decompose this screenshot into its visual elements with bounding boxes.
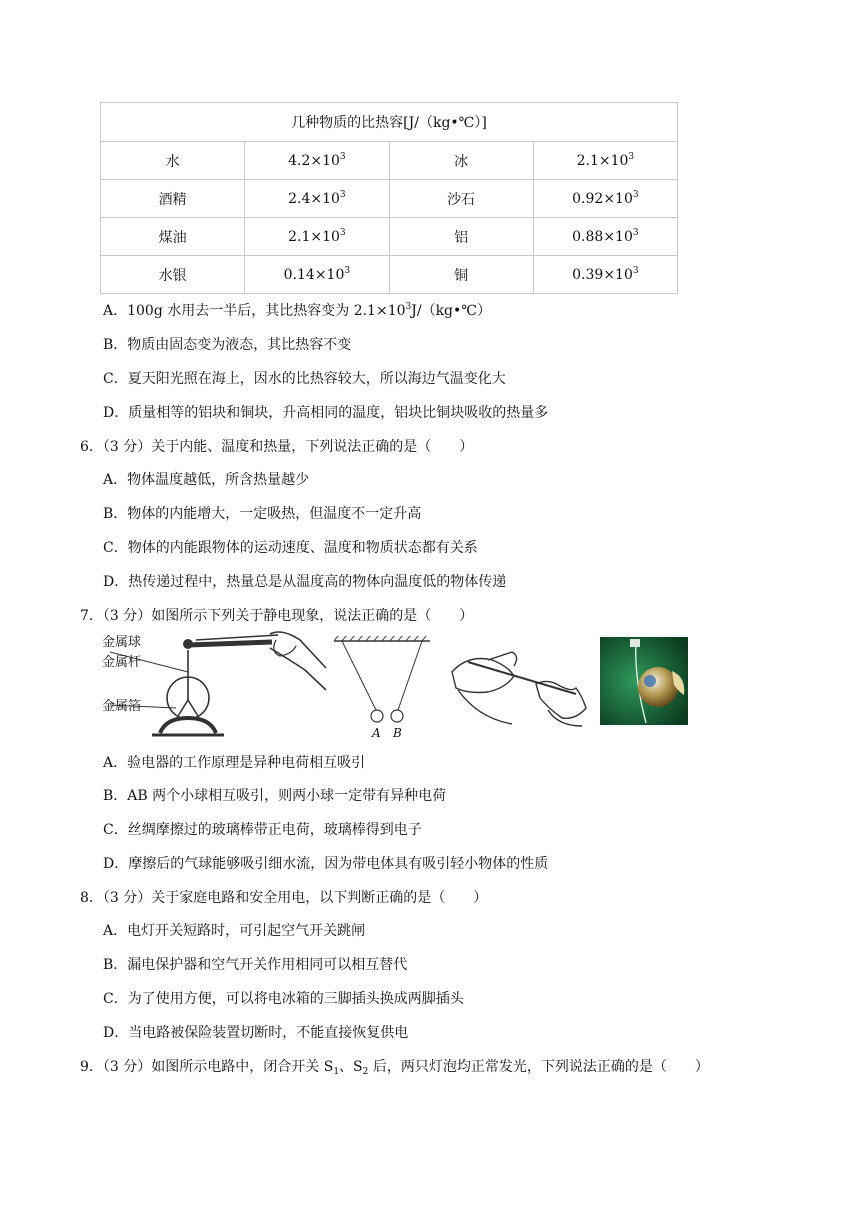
q8-option-c: C．为了使用方便，可以将电冰箱的三脚插头换成两脚插头 [103, 991, 464, 1007]
q8-option-a: A．电灯开关短路时，可引起空气开关跳闸 [103, 923, 366, 939]
specific-heat-table [100, 102, 678, 294]
table-cell: 沙石 [389, 180, 533, 218]
q5-option-c: C．夏天阳光照在海上，因水的比热容较大，所以海边气温变化大 [103, 371, 506, 387]
q6-option-d: D．热传递过程中，热量总是从温度高的物体向温度低的物体传递 [103, 574, 507, 590]
q8-stem: 8．（3 分）关于家庭电路和安全用电，以下判断正确的是（ ） [80, 890, 488, 906]
table-cell: 酒精 [101, 180, 245, 218]
table-cell: $0.14\times 10^3$ [245, 256, 389, 294]
label-rod: 金属杆 [102, 654, 142, 669]
q6-option-a: A．物体温度越低，所含热量越少 [103, 472, 310, 488]
table-cell: $0.88\times 10^3$ [533, 218, 677, 256]
table-cell: $2.1\times 10^3$ [533, 142, 677, 180]
label-foil: 金属箔 [102, 698, 142, 713]
q7-option-b: B．AB 两个小球相互吸引，则两小球一定带有异种电荷 [103, 788, 447, 804]
q7-option-a: A．验电器的工作原理是异种电荷相互吸引 [103, 755, 366, 771]
q6-option-c: C．物体的内能跟物体的运动速度、温度和物质状态都有关系 [103, 540, 478, 556]
table-cell: $0.92\times 10^3$ [533, 180, 677, 218]
table-cell: $2.4\times 10^3$ [245, 180, 389, 218]
label-ball: 金属球 [102, 634, 142, 649]
q8-option-b: B．漏电保护器和空气开关作用相同可以相互替代 [103, 957, 408, 973]
table-title: 几种物质的比热容[J/（kg•℃）] [101, 103, 678, 142]
q7-option-d: D．摩擦后的气球能够吸引细水流，因为带电体具有吸引轻小物体的性质 [103, 856, 549, 872]
table-cell: $2.1\times 10^3$ [245, 218, 389, 256]
q7-option-c: C．丝绸摩擦过的玻璃棒带正电荷，玻璃棒得到电子 [103, 822, 422, 838]
table-cell: $4.2\times 10^3$ [245, 142, 389, 180]
table-row [101, 218, 678, 256]
table-row [101, 180, 678, 218]
q6-option-b: B．物体的内能增大，一定吸热，但温度不一定升高 [103, 506, 422, 522]
q7-stem: 7．（3 分）如图所示下列关于静电现象，说法正确的是（ ） [80, 608, 474, 624]
rubbing-rod-figure [448, 648, 590, 730]
table-cell: 铜 [389, 256, 533, 294]
q6-stem: 6．（3 分）关于内能、温度和热量，下列说法正确的是（ ） [80, 439, 474, 455]
q8-option-d: D．当电路被保险装置切断时，不能直接恢复供电 [103, 1025, 409, 1041]
label-a: A [372, 726, 381, 740]
table-cell: 水 [101, 142, 245, 180]
table-cell: 冰 [389, 142, 533, 180]
table-cell: 铝 [389, 218, 533, 256]
q5-option-a: A．100g 水用去一半后，其比热容变为 $2.1\times 10^3J/(kg•℃)$ [103, 302, 491, 319]
hanging-balls-figure [332, 636, 432, 742]
balloon-water-photo [600, 637, 688, 725]
table-cell: 水银 [101, 256, 245, 294]
q5-option-b: B．物质由固态变为液态，其比热容不变 [103, 337, 352, 353]
label-b: B [393, 726, 402, 740]
table-cell: $0.39\times 10^3$ [533, 256, 677, 294]
table-row [101, 142, 678, 180]
electroscope-figure [100, 630, 330, 742]
table-row [101, 256, 678, 294]
table-cell: 煤油 [101, 218, 245, 256]
q9-stem: 9．（3 分）如图所示电路中，闭合开关 $S_1$、$S_2$ 后，两只灯泡均正常发光，下列说法正确的是（ ） [80, 1059, 709, 1077]
q5-option-d: D．质量相等的铝块和铜块，升高相同的温度，铝块比铜块吸收的热量多 [103, 405, 549, 421]
